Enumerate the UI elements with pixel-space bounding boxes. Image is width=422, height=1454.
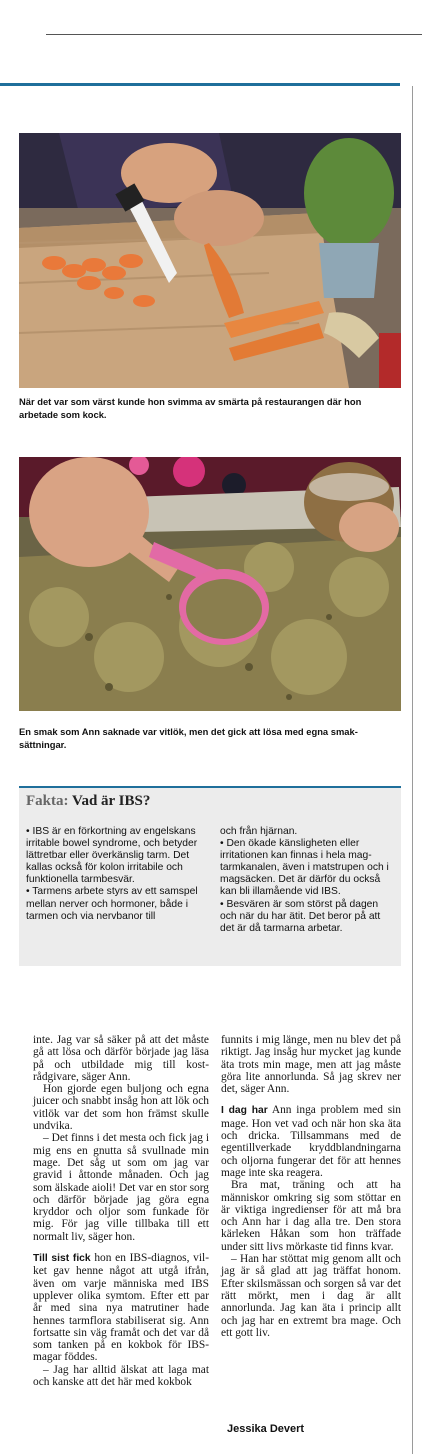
fact-box-label: Fakta: xyxy=(26,793,69,809)
body-paragraph: – Han har stöttat mig genom allt och jag är så glad att jag träffat honom. Efter skilsmässan och sorgen så var det rätt mörkt, men i dag är allt annorlunda. Jag kan äta i princip allt och jag har en extremt bra mage. Och ett gott liv. xyxy=(221,1253,401,1339)
photo-caption-1: När det var som värst kunde hon svimma av smärta på restaurangen där hon arbetade som kock. xyxy=(19,396,362,420)
body-paragraph: funnits i mig länge, men nu blev det på riktigt. Jag insåg hur mycket jag kunde äta trots min mage, men att jag måste göra lite annorlunda. Så jag skrev ner det, säger Ann. xyxy=(221,1034,401,1096)
author-byline: Jessika Devert xyxy=(227,1423,305,1435)
body-paragraph: Till sist fick hon en IBS-diagnos, vilket gav henne något att utgå ifrån, även om varje människa med IBS upplever olika symtom. Efter ett par år med sina nya matrutiner hade hennes tarmflora stabiliserat sig. Ann fortsatte sin väg framåt och det var då som tanken på en kokbok för IBS-magar föddes. xyxy=(33,1252,209,1364)
section-accent-rule xyxy=(0,83,400,86)
body-paragraph: Bra mat, träning och att ha människor omkring sig som stöttar en är viktiga ingredienser för att må bra och Ann har i dag alla tre. Den stora kärleken Håkan som hon träffade under sitt livs mörkaste tid finns kvar. xyxy=(221,1179,401,1253)
column-divider xyxy=(412,86,413,1454)
body-paragraph: I dag har Ann inga problem med sin mage. Hon vet vad och när hon ska äta och dricka. Tillsammans med de egentillverkade kryddblandningarna och oljorna fungerar det för att hennes mage inte ska reagera. xyxy=(221,1104,401,1179)
herb-spice-scoop-photo xyxy=(19,457,401,711)
fact-item: • Besvären är som störst på dagen och när du har ätit. Det beror på att det är då tarmarna arbetar. xyxy=(220,898,381,934)
article-column-2 xyxy=(221,1034,401,1339)
fact-box-title xyxy=(26,793,150,810)
fact-box-heading: Vad är IBS? xyxy=(71,793,151,809)
body-paragraph: – Det finns i det mesta och fick jag i mig ens en gnutta så svullnade min mage. Det såg ut som om jag var gravid i åttonde månaden. Och jag som älskade aioli! Det var en stor sorg och därför började jag göra egna kryddor och oljor som funkade för mig. För jag ville tillbaka till ett normalt liv, säger hon. xyxy=(33,1132,209,1243)
body-paragraph: Hon gjorde egen buljong och egna juicer och snabbt insåg hon att lök och vitlök var det som hon främst skulle undvika. xyxy=(33,1083,209,1133)
paragraph-lead: I dag har xyxy=(221,1105,268,1117)
fact-item: och från hjärnan. xyxy=(220,826,298,837)
photo-caption-2: En smak som Ann saknade var vitlök, men det gick att lösa med egna smaksättningar. xyxy=(19,726,358,750)
carrot-cutting-photo xyxy=(19,133,401,388)
top-rule xyxy=(46,34,422,35)
fact-item: • Tarmens arbete styrs av ett samspel mellan nerver och hormoner, både i tarmen och via nervbanor till xyxy=(26,886,198,922)
fact-column-2 xyxy=(220,826,396,935)
body-paragraph: inte. Jag var så säker på att det måste gå att lösa och därför började jag läsa på och utbildade mig till kostrådgivare, säger Ann. xyxy=(33,1034,209,1083)
body-paragraph: – Jag har alltid älskat att laga mat och kanske att det här med kokbok xyxy=(33,1363,209,1389)
article-column-1 xyxy=(33,1034,209,1388)
fact-column-1 xyxy=(26,826,204,923)
fact-item: • IBS är en förkortning av engelskans irritable bowel syndrome, och betyder lättretbar eller överkänslig tarm. Det kallas också för kolon irritabile och funktionella tarmbesvär. xyxy=(26,826,198,886)
fact-item: • Den ökade känsligheten eller irritationen kan finnas i hela mag-tarmkanalen, även i matstrupen och i magsäcken. Det är därför du också kan bli illamående vid IBS. xyxy=(220,838,389,898)
paragraph-lead: Till sist fick xyxy=(33,1253,91,1265)
